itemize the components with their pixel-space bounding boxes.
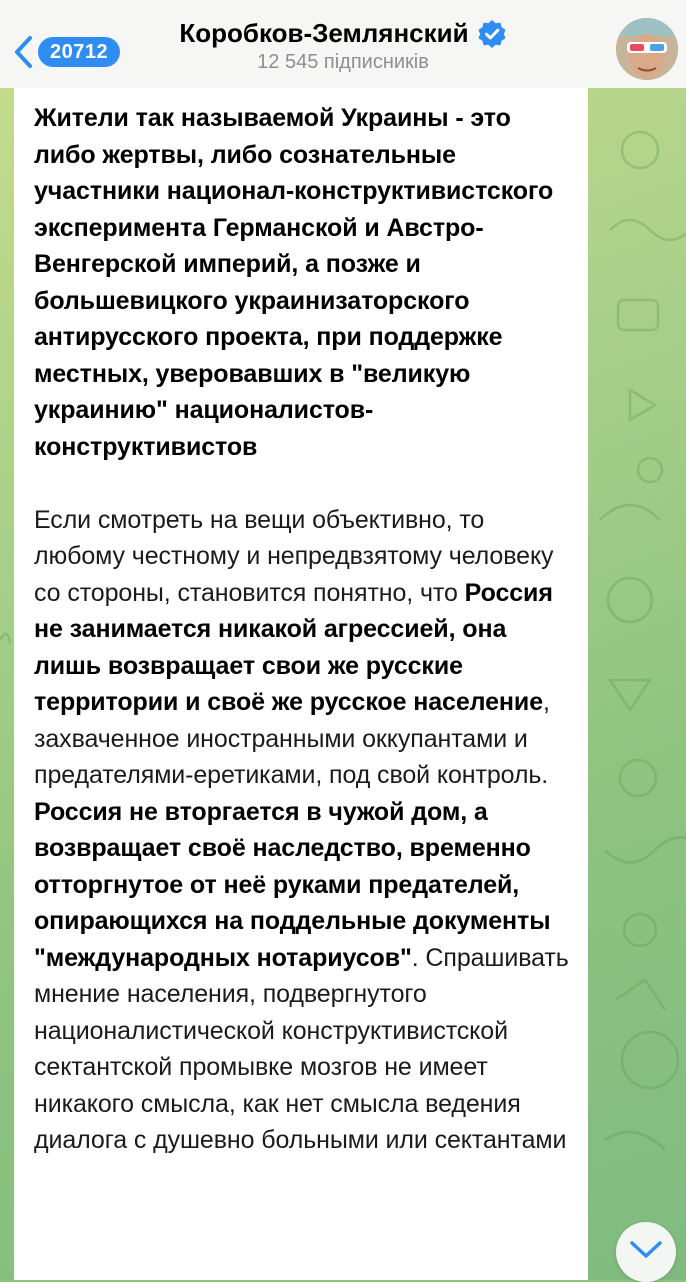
message-headline [34,100,570,465]
body-text-3: . Спрашивать мнение населения, подвергнутого националистической конструктивистской сектантской промывке мозгов не имеет никакого смысла, как нет смысла ведения диалога с душевно больными или сектантами [34,943,569,1154]
channel-title-row [179,18,506,49]
channel-info[interactable] [150,18,536,74]
body-bold-1: Россия не занимается никакой агрессией, она лишь возвращает свои же русские территории и своё же русское население [34,578,553,716]
channel-avatar[interactable] [616,18,678,80]
back-button[interactable] [10,32,120,72]
message-bubble[interactable] [14,88,588,1280]
channel-title: Коробков-Землянский [179,18,469,48]
chevron-left-icon [10,32,36,72]
scroll-down-button[interactable] [616,1222,676,1282]
unread-count-badge: 20712 [38,37,120,67]
body-bold-2: Россия не вторгается в чужой дом, а возвращает своё наследство, временно отторгнутое от неё руками предателей, опирающихся на поддельные документы "международных нотариусов" [34,797,551,972]
message-body [34,502,570,1159]
verified-badge-icon [477,19,507,49]
subscriber-count: 12 545 підписників [257,51,429,73]
body-text-2: , захваченное иностранными оккупантами и предателями-еретиками, под свой контроль. [34,688,550,789]
message-text [34,100,570,1159]
message-headline-text: Жители так называемой Украины - это либо жертвы, либо сознательные участники национал-конструктивистского эксперимента Германской и Австро-Венгерской империй, а позже и большевицкого украинизаторского антирусского проекта, при поддержке местных, уверовавших в "великую украинию" националистов-конструктивистов [34,104,554,461]
body-text-1: Если смотреть на вещи объективно, то любому честному и непредвзятому человеку со стороны, становится понятно, что [34,505,554,607]
paragraph-spacer [34,465,570,502]
chevron-down-icon [629,1240,663,1265]
chat-header [0,0,686,88]
